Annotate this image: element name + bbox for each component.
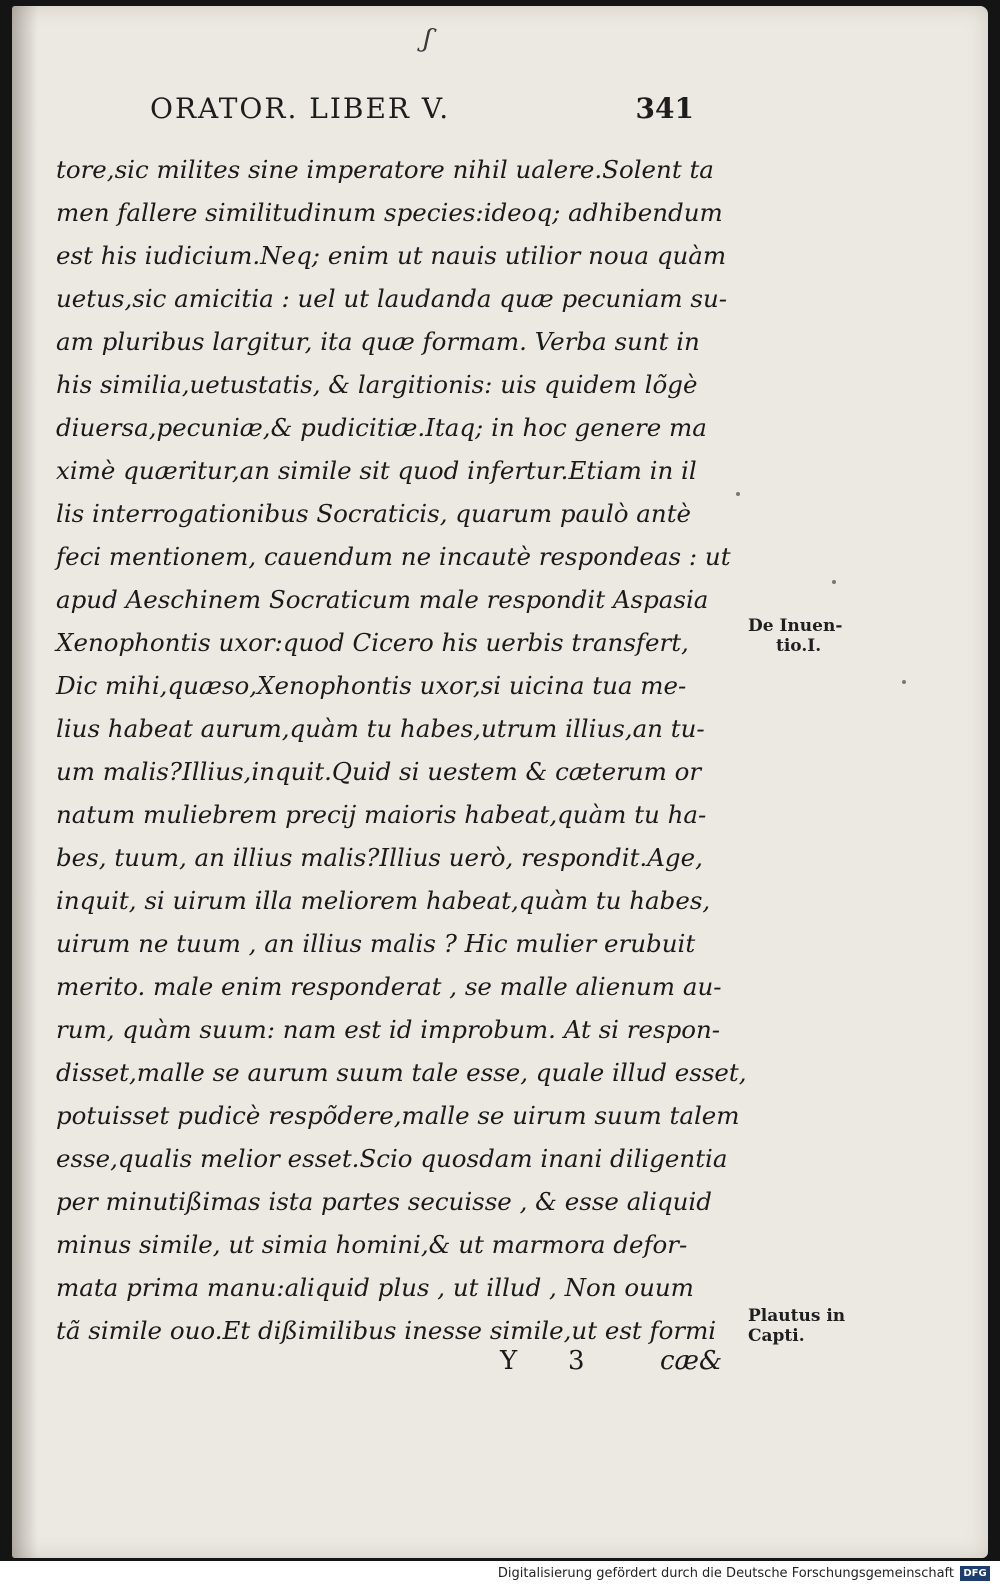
text-line: Dic mihi,quæso,Xenophontis uxor,si uicina tua me- [56, 671, 687, 700]
text-line: bes, tuum, an illius malis?Illius uerò, respondit.Age, [56, 843, 703, 872]
text-line: apud Aeschinem Socraticum male respondit Aspasia [56, 585, 709, 614]
text-line: diuersa,pecuniæ,& pudicitiæ.Itaq; in hoc genere ma [56, 413, 707, 442]
credit-strip [0, 1561, 1000, 1587]
text-line: potuisset pudicè respõdere,malle se uirum suum talem [56, 1101, 740, 1130]
speck [902, 680, 906, 684]
text-line: est his iudicium.Neq; enim ut nauis utilior noua quàm [56, 241, 727, 270]
speck [736, 492, 740, 496]
text-line: tore,sic milites sine imperatore nihil ualere.Solent ta [56, 155, 714, 184]
text-line: tã simile ouo.Et dißimilibus inesse simile,ut est formi [56, 1316, 717, 1345]
text-line: minus simile, ut simia homini,& ut marmora defor- [56, 1230, 688, 1259]
funding-credit: Digitalisierung gefördert durch die Deutsche Forschungsgemeinschaft [497, 1566, 954, 1581]
margin-note-line: Capti. [748, 1326, 805, 1346]
text-line: esse,qualis melior esset.Scio quosdam inani diligentia [56, 1144, 728, 1173]
text-line: uetus,sic amicitia : uel ut laudanda quæ pecuniam su- [56, 284, 728, 313]
text-line: rum, quàm suum: nam est id improbum. At si respon- [56, 1015, 721, 1044]
signature-mark: Y [500, 1346, 518, 1376]
text-line: lis interrogationibus Socraticis, quarum paulò antè [56, 499, 692, 528]
ink-mark: ʃ [421, 23, 434, 55]
text-line: am pluribus largitur, ita quæ formam. Verba sunt in [56, 327, 700, 356]
text-line: lius habeat aurum,quàm tu habes,utrum illius,an tu- [56, 714, 705, 743]
text-line: um malis?Illius,inquit.Quid si uestem & cæterum or [56, 757, 702, 786]
text-line: per minutißimas ista partes secuisse , & esse aliquid [56, 1187, 712, 1216]
body-text [56, 148, 747, 1352]
margin-note-line: tio.I. [776, 636, 822, 656]
gutter-shadow [12, 6, 38, 1558]
text-line: ximè quæritur,an simile sit quod infertur.Etiam in il [56, 456, 697, 485]
page-number: 341 [635, 92, 694, 125]
running-head: ORATOR. LIBER V. [150, 92, 451, 125]
text-line: feci mentionem, cauendum ne incautè respondeas : ut [56, 542, 731, 571]
margin-note-de-inventione [748, 616, 842, 656]
text-line: inquit, si uirum illa meliorem habeat,quàm tu habes, [56, 886, 711, 915]
signature-number: 3 [568, 1346, 585, 1376]
catchword: cæ& [660, 1346, 723, 1376]
text-line: merito. male enim responderat , se malle alienum au- [56, 972, 722, 1001]
dfg-logo: DFG [960, 1566, 990, 1581]
text-line: uirum ne tuum , an illius malis ? Hic mulier erubuit [56, 929, 696, 958]
margin-note-line: Plautus in [748, 1306, 846, 1326]
text-line: disset,malle se aurum suum tale esse, quale illud esset, [56, 1058, 747, 1087]
speck [832, 580, 836, 584]
text-line: natum muliebrem precij maioris habeat,quàm tu ha- [56, 800, 707, 829]
text-line: mata prima manu:aliquid plus , ut illud , Non ouum [56, 1273, 694, 1302]
margin-note-plautus [748, 1306, 845, 1346]
text-line: men fallere similitudinum species:ideoq; adhibendum [56, 198, 723, 227]
text-line: his similia,uetustatis, & largitionis: uis quidem lõgè [56, 370, 698, 399]
text-line: Xenophontis uxor:quod Cicero his uerbis transfert, [56, 628, 689, 657]
margin-note-line: De Inuen- [748, 616, 843, 636]
page-header [150, 92, 710, 142]
